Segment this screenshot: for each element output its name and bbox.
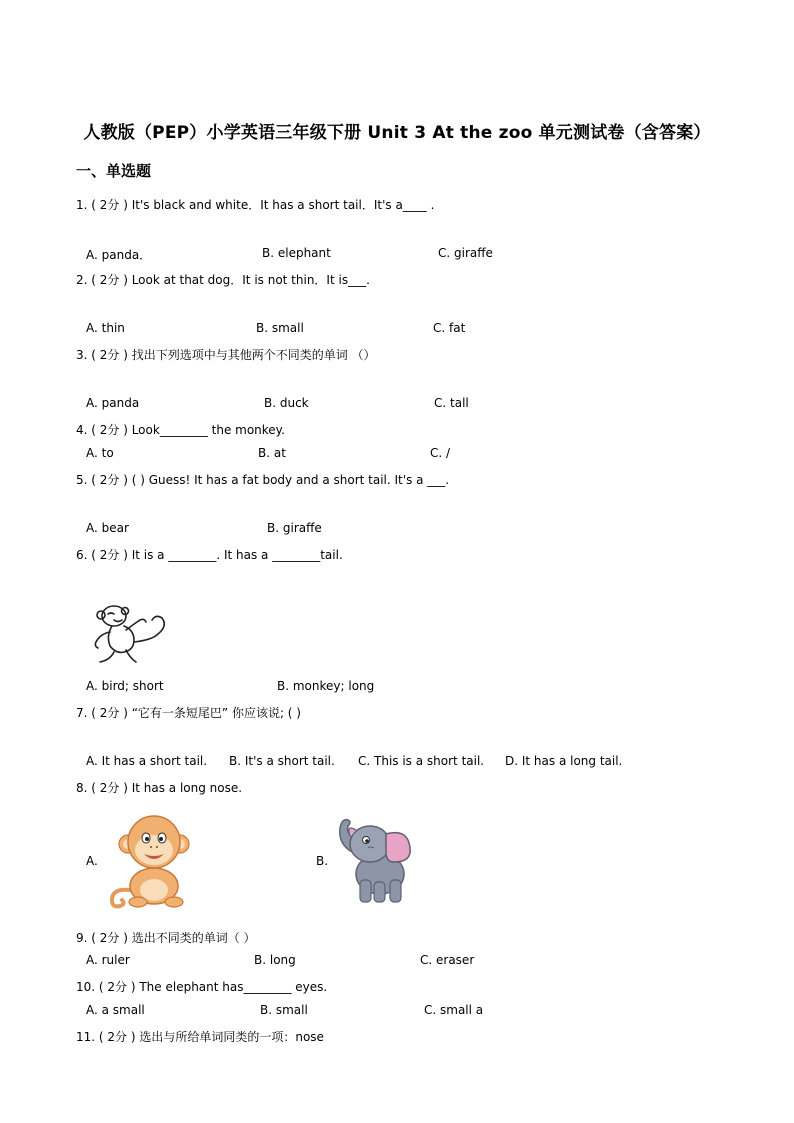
q7-option-d[interactable]: D. It has a long tail. — [505, 754, 623, 768]
q9-option-a[interactable]: A. ruler — [86, 953, 130, 967]
q10-option-c[interactable]: C. small a — [424, 1003, 484, 1017]
q8-option-a[interactable]: A. — [86, 854, 98, 868]
question-10: 10. ( 2分 ) The elephant has________ eyes. — [76, 980, 328, 994]
q5-option-a[interactable]: A. bear — [86, 521, 129, 535]
question-5: 5. ( 2分 ) ( ) Guess! It has a fat body and a short tail. It's a ___. — [76, 473, 450, 487]
elephant-icon — [330, 808, 420, 908]
question-3: 3. ( 2分 ) 找出下列选项中与其他两个不同类的单词 （） — [76, 348, 376, 362]
q1-option-b[interactable]: B. elephant — [262, 246, 331, 260]
q4-option-b[interactable]: B. at — [258, 446, 286, 460]
q7-option-c[interactable]: C. This is a short tail. — [358, 754, 485, 768]
q7-option-b[interactable]: B. It's a short tail. — [229, 754, 335, 768]
q9-option-c[interactable]: C. eraser — [420, 953, 475, 967]
monkey-icon — [104, 810, 200, 910]
question-7: 7. ( 2分 ) “它有一条短尾巴” 你应该说; ( ) — [76, 706, 301, 720]
q7-option-a[interactable]: A. It has a short tail. — [86, 754, 208, 768]
q5-option-b[interactable]: B. giraffe — [267, 521, 322, 535]
question-11: 11. ( 2分 ) 选出与所给单词同类的一项：nose — [76, 1030, 324, 1044]
q3-option-b[interactable]: B. duck — [264, 396, 309, 410]
monkey-sketch-icon — [88, 602, 172, 668]
q10-option-b[interactable]: B. small — [260, 1003, 308, 1017]
q2-option-b[interactable]: B. small — [256, 321, 304, 335]
q1-option-c[interactable]: C. giraffe — [438, 246, 493, 260]
q4-option-c[interactable]: C. / — [430, 446, 451, 460]
q2-option-c[interactable]: C. fat — [433, 321, 466, 335]
q10-option-a[interactable]: A. a small — [86, 1003, 145, 1017]
q8-option-b[interactable]: B. — [316, 854, 329, 868]
q6-option-b[interactable]: B. monkey; long — [277, 679, 375, 693]
q3-option-c[interactable]: C. tall — [434, 396, 469, 410]
q1-option-a[interactable]: A. panda． — [86, 248, 152, 262]
question-8: 8. ( 2分 ) It has a long nose. — [76, 781, 243, 795]
question-2: 2. ( 2分 ) Look at that dog．It is not thin．It is___. — [76, 273, 370, 287]
q4-option-a[interactable]: A. to — [86, 446, 114, 460]
section-heading: 一、单选题 — [76, 162, 152, 180]
q6-option-a[interactable]: A. bird; short — [86, 679, 164, 693]
question-4: 4. ( 2分 ) Look________ the monkey. — [76, 423, 285, 437]
question-1: 1. ( 2分 ) It's black and white．It has a short tail．It's a____ . — [76, 198, 435, 212]
question-9: 9. ( 2分 ) 选出不同类的单词（ ） — [76, 931, 256, 945]
q2-option-a[interactable]: A. thin — [86, 321, 125, 335]
page-title: 人教版（PEP）小学英语三年级下册 Unit 3 At the zoo 单元测试卷（含答案） — [83, 123, 711, 143]
q9-option-b[interactable]: B. long — [254, 953, 296, 967]
q3-option-a[interactable]: A. panda — [86, 396, 140, 410]
question-6: 6. ( 2分 ) It is a ________. It has a ________tail. — [76, 548, 343, 562]
